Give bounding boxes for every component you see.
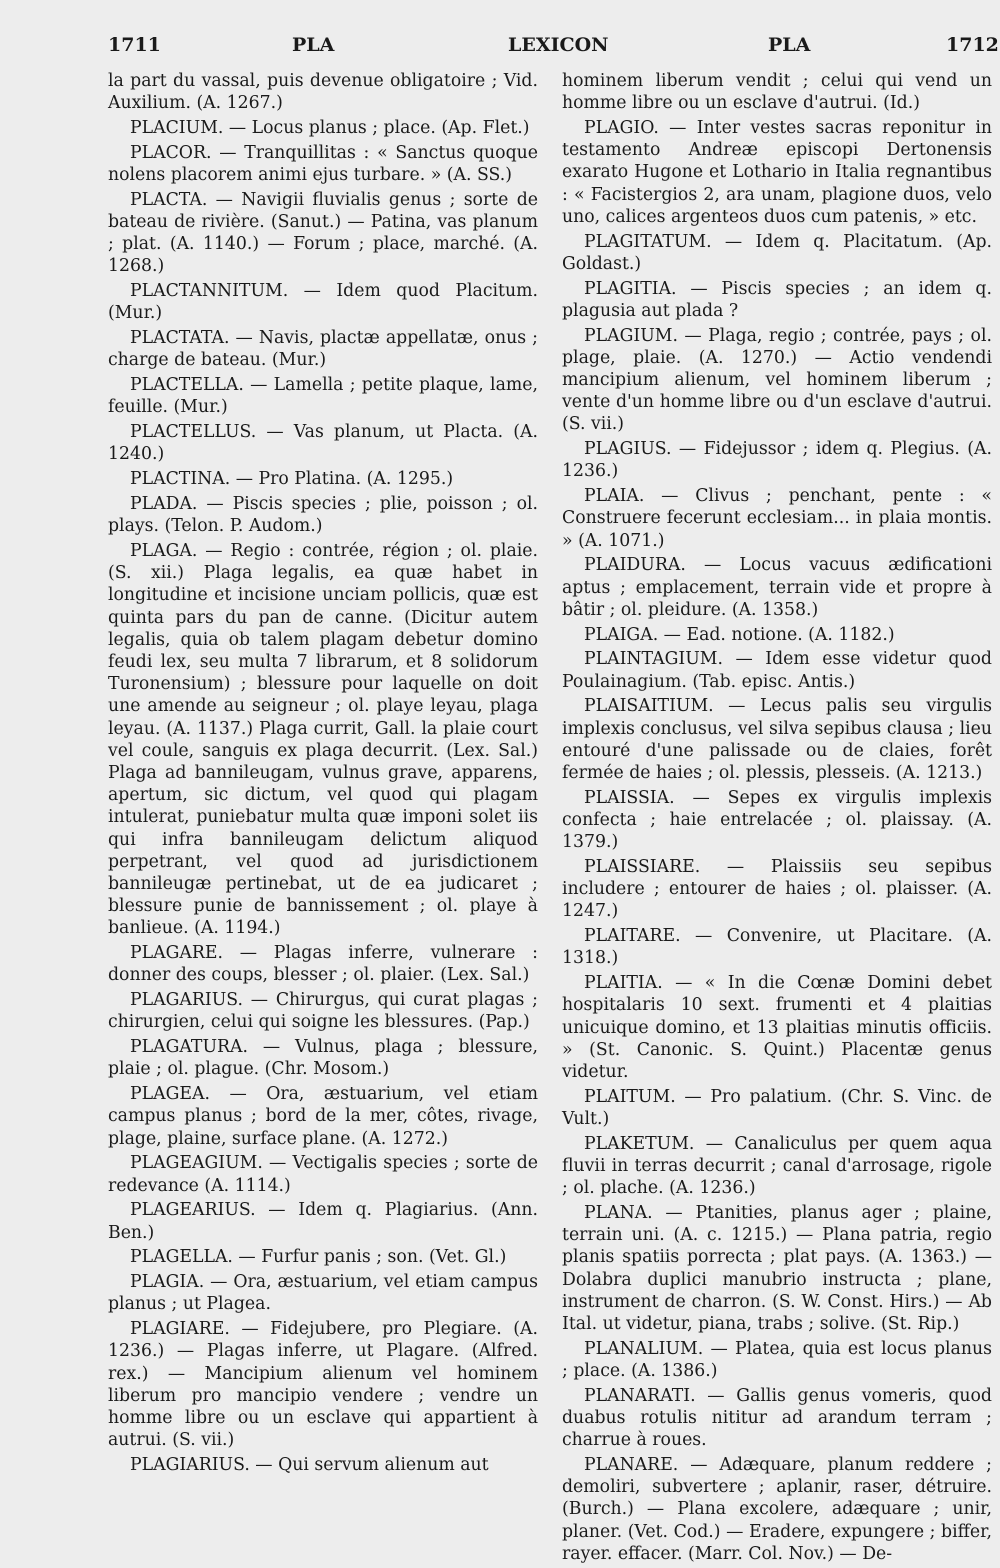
entry: PLAIGA. — Ead. notione. (A. 1182.) xyxy=(584,624,895,645)
entry: PLAITIA. — « In die Cœnæ Domini debet hospitalaris 10 sext. frumenti et 4 plaitias unicuique domino, et 13 plaitias minutis officiis. » (St. Canonic. S. Quint.) Placentæ genus videtur. xyxy=(562,973,992,1083)
entry: PLAGEAGIUM. — Vectigalis species ; sorte de redevance (A. 1114.) xyxy=(108,1153,538,1196)
entry: PLAKETUM. — Canaliculus per quem aqua fluvii in terras decurrit ; canal d'arrosage, rigole ; ol. plache. (A. 1236.) xyxy=(562,1133,992,1199)
entry: PLAGARIUS. — Chirurgus, qui curat plagas ; chirurgien, celui qui soigne les blessures. (Pap.) xyxy=(108,990,538,1033)
entry: PLACTATA. — Navis, plactæ appellatæ, onus ; charge de bateau. (Mur.) xyxy=(108,328,538,371)
entry: PLAISSIARE. — Plaissiis seu sepibus includere ; entourer de haies ; ol. plaisser. (A. 1247.) xyxy=(562,857,992,922)
entry: PLAGIARIUS. — Qui servum alienum aut xyxy=(130,1455,489,1476)
guide-word-left: PLA xyxy=(292,34,335,56)
entry: PLAITARE. — Convenire, ut Placitare. (A. 1318.) xyxy=(562,926,992,969)
entry: PLAGELLA. — Furfur panis ; son. (Vet. Gl.) xyxy=(130,1247,507,1268)
entry: PLAGEARIUS. — Idem q. Plagiarius. (Ann. Ben.) xyxy=(108,1200,538,1243)
entry: PLANA. — Ptanities, planus ager ; plaine, terrain uni. (A. c. 1215.) — Plana patria, regio planis spatiis porrecta ; plat pays. (A. 1363.) — Dolabra duplici manubrio instructa ; plane, instrument de charron. (S. W. Const. Hirs.) — Ab Ital. ut videtur, piana, trabs ; solive. (St. Rip.) xyxy=(562,1203,992,1335)
entry: PLACTINA. — Pro Platina. (A. 1295.) xyxy=(130,469,454,490)
entry: PLAGIA. — Ora, æstuarium, vel etiam campus planus ; ut Plagea. xyxy=(108,1272,538,1315)
entry: PLANARE. — Adæquare, planum reddere ; demoliri, subvertere ; aplanir, raser, détruire. (Burch.) — Plana excolere, adæquare ; unir, planer. (Vet. Cod.) — Eradere, expungere ; biffer, rayer. effacer. (Marr. Col. Nov.) — De- xyxy=(562,1455,992,1564)
entry: PLADA. — Piscis species ; plie, poisson ; ol. plays. (Telon. P. Audom.) xyxy=(108,494,538,537)
entry: PLACOR. — Tranquillitas : « Sanctus quoque nolens placorem animi ejus turbare. » (A. SS.) xyxy=(108,142,538,185)
entry: PLACIUM. — Locus planus ; place. (Ap. Flet.) xyxy=(130,118,530,138)
page-number-left: 1711 xyxy=(108,34,161,56)
entry: PLANARATI. — Gallis genus vomeris, quod duabus rotulis nititur ad arandum terram ; charrue à roues. xyxy=(562,1385,992,1451)
page-number-right: 1712 xyxy=(946,34,999,56)
entry: PLAGITIA. — Piscis species ; an idem q. plagusia aut plada ? xyxy=(562,278,992,321)
entry: PLAGATURA. — Vulnus, plaga ; blessure, plaie ; ol. plague. (Chr. Mosom.) xyxy=(108,1037,538,1080)
entry: hominem liberum vendit ; celui qui vend un homme libre ou un esclave d'autrui. (Id.) xyxy=(562,71,992,114)
entry: PLAITUM. — Pro palatium. (Chr. S. Vinc. de Vult.) xyxy=(562,1086,992,1130)
guide-word-right: PLA xyxy=(768,34,811,56)
entry: PLAGEA. — Ora, æstuarium, vel etiam campus planus ; bord de la mer, côtes, rivage, plage, plaine, surface plane. (A. 1272.) xyxy=(108,1084,538,1149)
entry: la part du vassal, puis devenue obligatoire ; Vid. Auxilium. (A. 1267.) xyxy=(108,71,538,114)
entry: PLAGIARE. — Fidejubere, pro Plegiare. (A. 1236.) — Plagas inferre, ut Plagare. (Alfred. rex.) — Mancipium alienum vel hominem liberum pro mancipio vendere ; vendre un homme libre ou un esclave qui appartient à autrui. (S. vii.) xyxy=(108,1319,538,1451)
running-title: LEXICON xyxy=(508,34,609,56)
entry: PLAGITATUM. — Idem q. Placitatum. (Ap. Goldast.) xyxy=(562,231,992,274)
entry: PLAIA. — Clivus ; penchant, pente : « Construere fecerunt ecclesiam... in plaia montis. » (A. 1071.) xyxy=(562,486,992,551)
entry: PLAGA. — Regio : contrée, région ; ol. plaie. (S. xii.) Plaga legalis, ea quæ habet in longitudine et incisione unciam pollicis, quæ est quinta pars du pan de canne. (Dicitur autem legalis, quia ob talem plagam debetur domino feudi lex, seu multa 7 librarum, et 8 solidorum Turonensium) ; blessure pour laquelle on doit une amende au seigneur ; ol. playe leyau, plaga leyau. (A. 1137.) Plaga currit, Gall. la plaie court vel coule, sanguis ex plaga decurrit. (Lex. Sal.) Plaga ad bannileugam, vulnus grave, apparens, apertum, sic dictum, vel quod qui plagam intulerat, puniebatur multa quæ imponi solet iis qui infra bannileugam delictum aliquod perpetrant, vel quod ad jurisdictionem bannileugæ pertinebat, ut de ea judicaret ; blessure punie de bannissement ; ol. playe à banlieue. (A. 1194.) xyxy=(108,541,538,939)
entry: PLANALIUM. — Platea, quia est locus planus ; place. (A. 1386.) xyxy=(562,1338,992,1382)
entry: PLAGIO. — Inter vestes sacras reponitur in testamento Andreæ episcopi Dertonensis exarato Hugone et Lothario in Italia regnantibus : « Facistergios 2, ara unam, plagione duos, velo uno, calices argenteos duos cum patenis, » etc. xyxy=(562,118,992,227)
entry: PLAINTAGIUM. — Idem esse videtur quod Poulainagium. (Tab. episc. Antis.) xyxy=(562,649,992,692)
left-column xyxy=(108,70,538,1479)
entry: PLACTANNITUM. — Idem quod Placitum. (Mur.) xyxy=(108,281,538,324)
entry: PLAGIUS. — Fidejussor ; idem q. Plegius. (A. 1236.) xyxy=(562,439,992,482)
entry: PLAGIUM. — Plaga, regio ; contrée, pays ; ol. plage, plaie. (A. 1270.) — Actio vendendi mancipium alienum, vel hominem liberum ; vente d'un homme libre ou d'un esclave d'autrui. (S. vii.) xyxy=(562,325,992,435)
running-header xyxy=(0,34,1000,64)
entry: PLAISSIA. — Sepes ex virgulis implexis confecta ; haie entrelacée ; ol. plaissay. (A. 1379.) xyxy=(562,787,992,853)
right-column xyxy=(562,70,992,1568)
entry: PLAGARE. — Plagas inferre, vulnerare : donner des coups, blesser ; ol. plaier. (Lex. Sal.) xyxy=(108,943,538,986)
entry: PLACTA. — Navigii fluvialis genus ; sorte de bateau de rivière. (Sanut.) — Patina, vas planum ; plat. (A. 1140.) — Forum ; place, marché. (A. 1268.) xyxy=(108,189,538,277)
entry: PLAIDURA. — Locus vacuus ædificationi aptus ; emplacement, terrain vide et propre à bâtir ; ol. pleidure. (A. 1358.) xyxy=(562,555,992,620)
entry: PLAISAITIUM. — Lecus palis seu virgulis implexis conclusus, vel silva sepibus clausa ; lieu entouré d'une palissade ou de claies, forêt fermée de haies ; ol. plessis, plesseis. (A. 1213.) xyxy=(562,696,992,784)
entry: PLACTELLUS. — Vas planum, ut Placta. (A. 1240.) xyxy=(108,422,538,465)
entry: PLACTELLA. — Lamella ; petite plaque, lame, feuille. (Mur.) xyxy=(108,375,538,418)
